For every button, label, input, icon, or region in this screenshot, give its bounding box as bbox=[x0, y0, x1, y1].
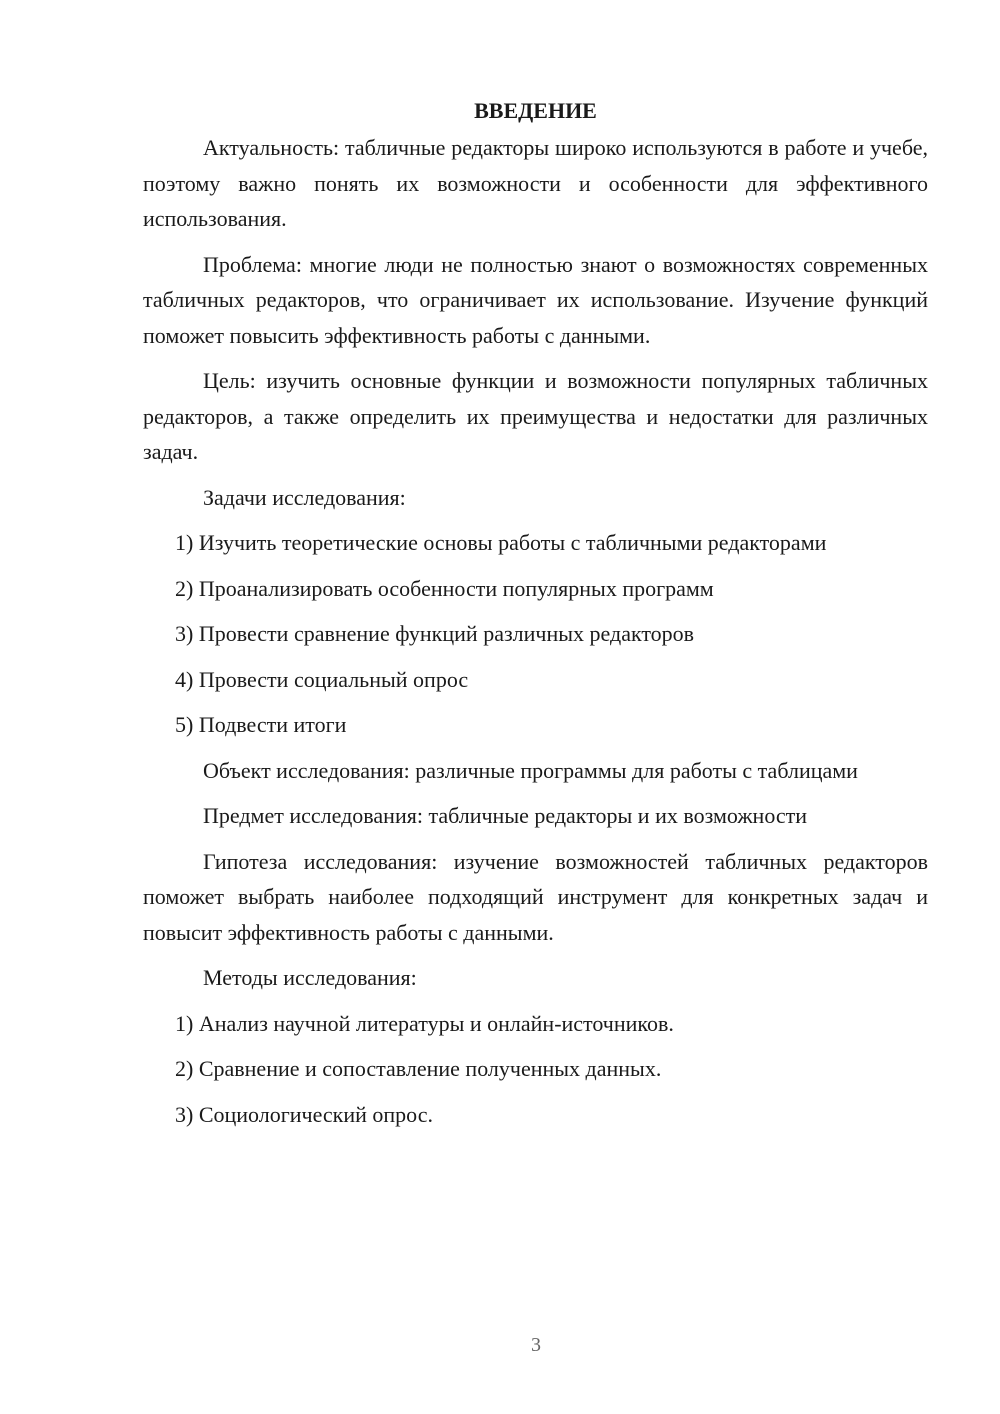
paragraph-hypothesis: Гипотеза исследования: изучение возможностей табличных редакторов поможет выбрать наиболее подходящий инструмент для конкретных задач и повысит эффективность работы с данными. bbox=[143, 848, 928, 945]
paragraph-goal: Цель: изучить основные функции и возможности популярных табличных редакторов, а также определить их преимущества и недостатки для различных задач. bbox=[143, 368, 928, 464]
page-content bbox=[143, 94, 928, 1142]
method-item: 3) Социологический опрос. bbox=[175, 1101, 433, 1127]
task-item: 2) Проанализировать особенности популярных программ bbox=[175, 575, 714, 601]
paragraph-subject: Предмет исследования: табличные редакторы и их возможности bbox=[203, 803, 808, 828]
page-number: 3 bbox=[531, 1334, 541, 1356]
paragraph-object: Объект исследования: различные программы для работы с таблицами bbox=[203, 757, 858, 783]
method-item: 2) Сравнение и сопоставление полученных данных. bbox=[175, 1056, 662, 1081]
method-item: 1) Анализ научной литературы и онлайн-источников. bbox=[175, 1010, 674, 1036]
methods-label: Методы исследования: bbox=[203, 965, 417, 990]
paragraph-relevance: Актуальность: табличные редакторы широко используются в работе и учебе, поэтому важно понять их возможности и особенности для эффективного использования. bbox=[143, 135, 928, 231]
task-item: 5) Подвести итоги bbox=[175, 712, 347, 737]
task-item: 1) Изучить теоретические основы работы с табличными редакторами bbox=[175, 530, 827, 555]
section-title: ВВЕДЕНИЕ bbox=[474, 98, 597, 123]
paragraph-problem: Проблема: многие люди не полностью знают о возможностях современных табличных редакторов, что ограничивает их использование. Изучение функций поможет повысить эффективность работы с данными. bbox=[143, 251, 928, 348]
task-item: 4) Провести социальный опрос bbox=[175, 666, 469, 692]
tasks-label: Задачи исследования: bbox=[203, 484, 406, 510]
task-item: 3) Провести сравнение функций различных редакторов bbox=[175, 621, 695, 646]
